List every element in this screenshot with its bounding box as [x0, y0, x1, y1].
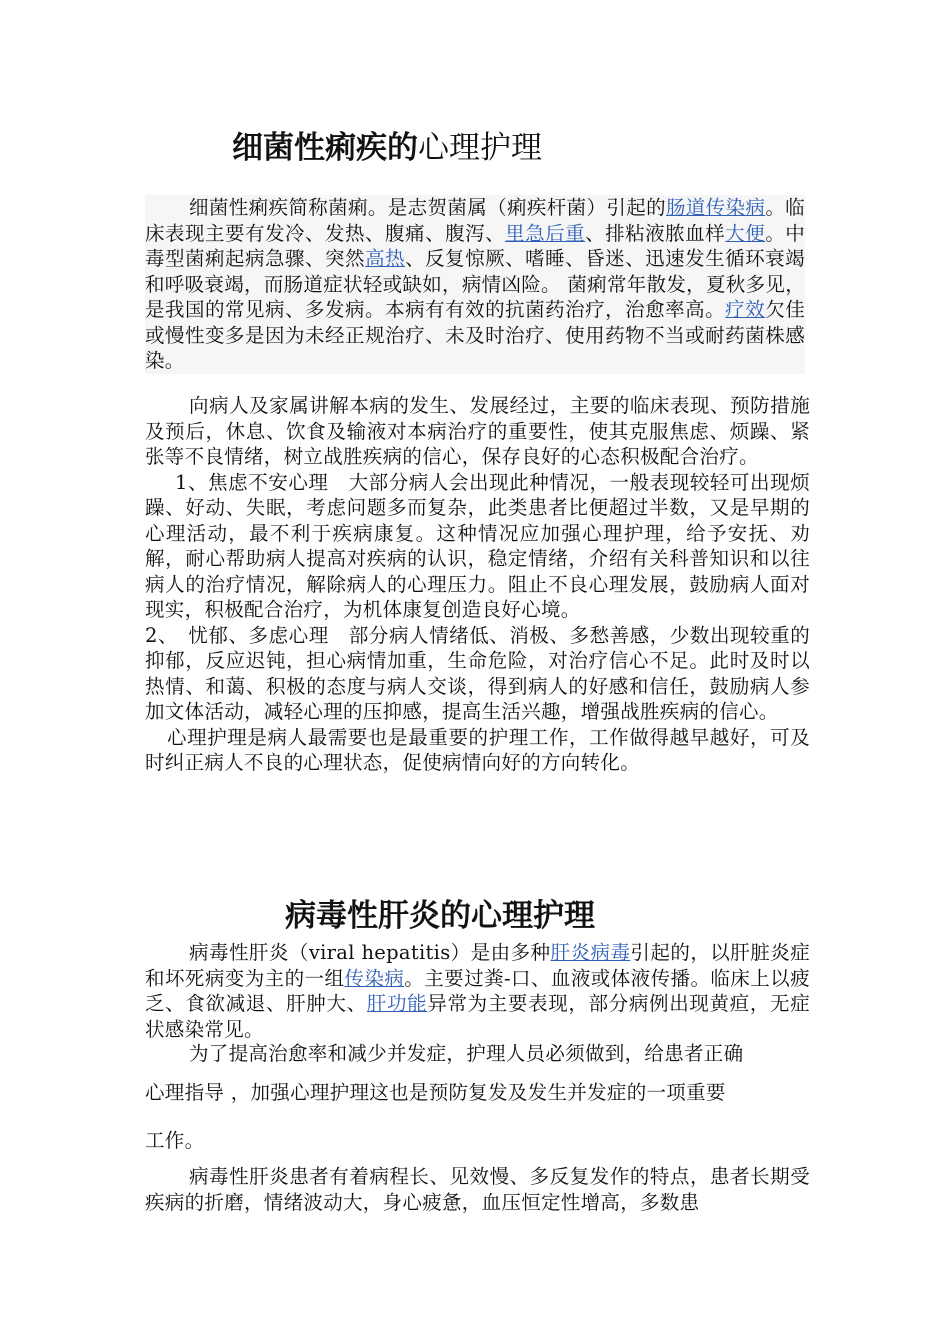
intro-text: 、排粘液脓血样 — [585, 221, 726, 245]
link-liver-function[interactable]: 肝功能 — [366, 992, 428, 1015]
section1-item-1: 1、焦虑不安心理 大部分病人会出现此种情况，一般表现较轻可出现烦躁、好动、失眠，考虑问题多而复杂，此类患者比便超过半数，又是早期的心理活动，最不利于疾病康复。这种情况应加强心理护理，给予安抚、劝解，耐心帮助病人提高对疾病的认识，稳定情绪，介绍有关科普知识和以往病人的治疗情况，解除病人的心理压力。阻止不良心理发展，鼓励病人面对现实，积极配合治疗，为机体康复创造良好心境。 — [145, 470, 810, 621]
intro-text: 。临床表现主要有发冷、发热、腹痛、腹泻、 — [145, 196, 805, 245]
intro-text: 异常为主要表现，部分病例出现黄疸，无症状感染常见。 — [145, 992, 810, 1041]
section1-title-bold: 细菌性痢疾的 — [232, 130, 418, 166]
intro-text: 欠佳或慢性变多是因为未经正规治疗、未及时治疗、使用药物不当或耐药菌株感染。 — [145, 298, 805, 372]
section2-intro-block — [145, 940, 810, 1042]
link-infectious-disease[interactable]: 传染病 — [344, 966, 405, 990]
intro-text: 。主要过粪-口、血液或体液传播。临床上以疲乏、食欲减退、肝肿大、 — [145, 966, 810, 1015]
link-intestinal-infection[interactable]: 肠道传染病 — [665, 196, 766, 219]
section2-paragraph-2-cont — [145, 1080, 810, 1106]
section2-para2-line3: 工作。 — [145, 1129, 205, 1152]
intro-text: 、反复惊厥、嗜睡、昏迷、迅速发生循环衰竭和呼吸衰竭，而肠道症状轻或缺如，病情凶险。 菌痢常年散发，夏秋多见，是我国的常见病、多发病。本病有有效的抗菌药治疗，治愈率高。 — [145, 247, 805, 321]
section1-paragraph-2: 向病人及家属讲解本病的发生、发展经过，主要的临床表现、预防措施及预后，休息、饮食及输液对本病治疗的重要性，使其克服焦虑、烦躁、紧张等不良情绪，树立战胜疾病的信心，保存良好的心态积极配合治疗。 — [145, 394, 810, 468]
section1-intro-paragraph — [145, 195, 805, 374]
section1-title-rest: 心理护理 — [418, 130, 542, 166]
section2-paragraph-3: 病毒性肝炎患者有着病程长、见效慢、多反复发作的特点，患者长期受疾病的折磨，情绪波动大，身心疲惫，血压恒定性增高，多数患 — [145, 1165, 810, 1214]
section2-paragraph-2-end — [145, 1128, 810, 1154]
section2-title: 病毒性肝炎的心理护理 — [285, 898, 595, 934]
section1-item-2: 2、 忧郁、多虑心理 部分病人情绪低、消极、多愁善感，少数出现较重的抑郁，反应迟钝，担心病情加重，生命危险，对治疗信心不足。此时及时以热情、和蔼、积极的态度与病人交谈，得到病人的好感和信任，鼓励病人参加文体活动，减轻心理的压抑感，提高生活兴趣，增强战胜疾病的信心。 — [145, 623, 810, 723]
link-tenesmus[interactable]: 里急后重 — [505, 221, 586, 245]
section1-intro-block — [145, 195, 805, 374]
section1-body — [145, 393, 810, 776]
intro-text: 。中毒型菌痢起病急骤、突然 — [145, 221, 805, 270]
link-hepatitis-virus[interactable]: 肝炎病毒 — [550, 941, 631, 964]
link-high-fever[interactable]: 高热 — [365, 247, 406, 270]
section2-paragraph-2 — [145, 1041, 810, 1067]
section1-closing: 心理护理是病人最需要也是最重要的护理工作，工作做得越早越好，可及时纠正病人不良的心理状态，促使病情向好的方向转化。 — [145, 725, 810, 774]
section2-para2-line1: 为了提高治愈率和减少并发症，护理人员必须做到，给患者正确 — [189, 1042, 744, 1065]
link-stool[interactable]: 大便 — [725, 221, 766, 245]
intro-text: 引起的，以肝脏炎症和坏死病变为主的一组 — [145, 941, 810, 990]
section2-paragraph-3-block — [145, 1164, 810, 1215]
section1-title — [232, 128, 542, 168]
intro-text: 细菌性痢疾简称菌痢。是志贺菌属（痢疾杆菌）引起的 — [189, 196, 666, 219]
section2-intro-paragraph — [145, 940, 810, 1042]
section2-para2-line2: 心理指导 ，加强心理护理这也是预防复发及发生并发症的一项重要 — [145, 1081, 726, 1104]
intro-text: 病毒性肝炎（viral hepatitis）是由多种 — [189, 941, 551, 964]
link-efficacy[interactable]: 疗效 — [725, 298, 766, 321]
